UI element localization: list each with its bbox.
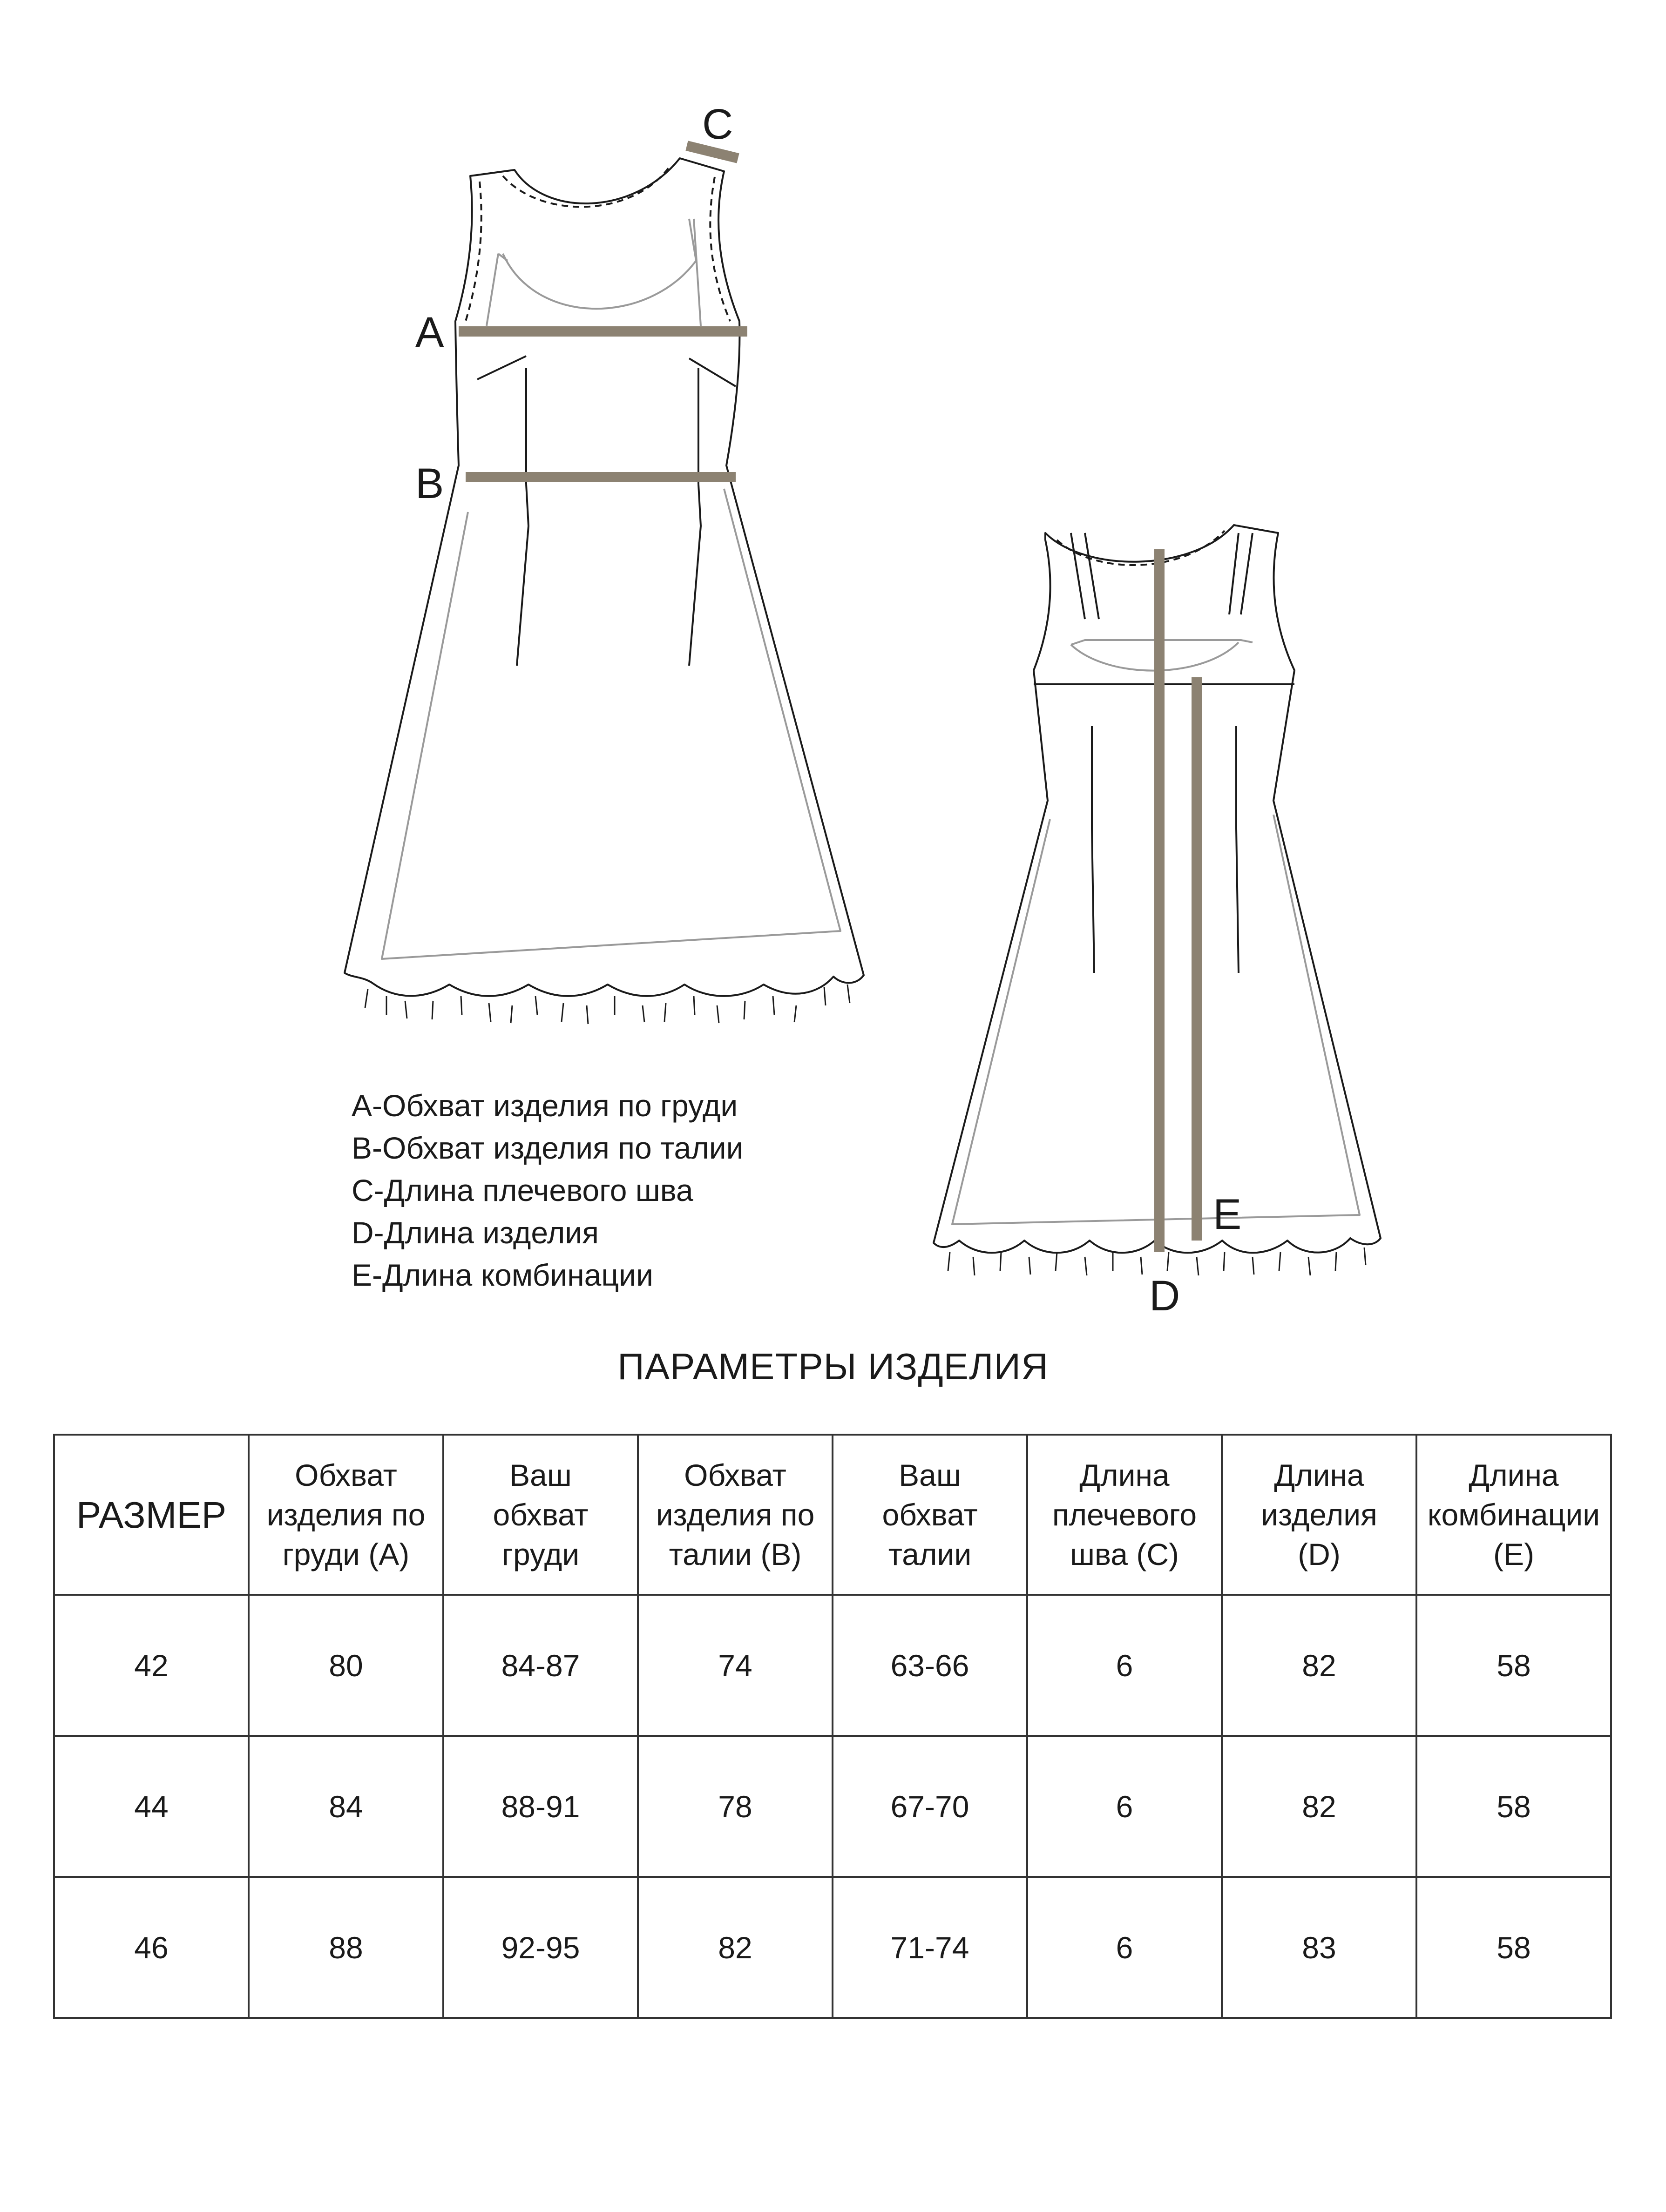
back-measure-bands (1159, 549, 1197, 1252)
table-cell: 82 (638, 1877, 833, 2018)
legend-item-c: C-Длина плечевого шва (352, 1173, 693, 1207)
marker-e: E (1213, 1191, 1242, 1238)
table-title: ПАРАМЕТРЫ ИЗДЕЛИЯ (617, 1346, 1049, 1387)
table-cell: 84 (249, 1736, 443, 1877)
table-cell: 6 (1027, 1736, 1222, 1877)
header-waist-garment: Обхват изделия по талии (B) (638, 1435, 833, 1595)
marker-a: A (415, 309, 444, 356)
header-bust-garment: Обхват изделия по груди (A) (249, 1435, 443, 1595)
table-cell: 58 (1416, 1877, 1611, 2018)
table-cell: 74 (638, 1595, 833, 1736)
table-cell: 88 (249, 1877, 443, 2018)
table-cell: 82 (1222, 1595, 1416, 1736)
legend-item-d: D-Длина изделия (352, 1215, 599, 1250)
table-cell: 92-95 (443, 1877, 638, 2018)
table-cell: 42 (54, 1595, 249, 1736)
table-cell: 80 (249, 1595, 443, 1736)
legend-item-a: A-Обхват изделия по груди (352, 1088, 738, 1123)
table-cell: 46 (54, 1877, 249, 2018)
header-waist-body: Ваш обхват талии (833, 1435, 1027, 1595)
measurement-legend (352, 1085, 743, 1296)
table-cell: 84-87 (443, 1595, 638, 1736)
table-cell: 6 (1027, 1595, 1222, 1736)
table-cell: 58 (1416, 1736, 1611, 1877)
table-cell: 6 (1027, 1877, 1222, 2018)
table-header-row (54, 1435, 1611, 1595)
table-row (54, 1736, 1611, 1877)
legend-item-e: E-Длина комбинации (352, 1258, 653, 1292)
table-cell: 78 (638, 1736, 833, 1877)
marker-c: C (702, 101, 733, 148)
marker-d: D (1149, 1272, 1180, 1320)
header-size: РАЗМЕР (54, 1435, 249, 1595)
table-cell: 88-91 (443, 1736, 638, 1877)
marker-b: B (415, 460, 444, 507)
header-bust-body: Ваш обхват груди (443, 1435, 638, 1595)
table-cell: 82 (1222, 1736, 1416, 1877)
table-cell: 44 (54, 1736, 249, 1877)
table-cell: 71-74 (833, 1877, 1027, 2018)
legend-item-b: B-Обхват изделия по талии (352, 1131, 744, 1165)
header-length: Длина изделия (D) (1222, 1435, 1416, 1595)
table-row (54, 1877, 1611, 2018)
front-measure-bands (459, 146, 747, 477)
table-cell: 63-66 (833, 1595, 1027, 1736)
front-dress-drawing (345, 158, 864, 1024)
header-shoulder: Длина плечевого шва (C) (1027, 1435, 1222, 1595)
table-cell: 67-70 (833, 1736, 1027, 1877)
table-row (54, 1595, 1611, 1736)
header-slip-length: Длина комбинации (E) (1416, 1435, 1611, 1595)
size-parameters-table (53, 1434, 1612, 2019)
table-cell: 83 (1222, 1877, 1416, 2018)
table-cell: 58 (1416, 1595, 1611, 1736)
